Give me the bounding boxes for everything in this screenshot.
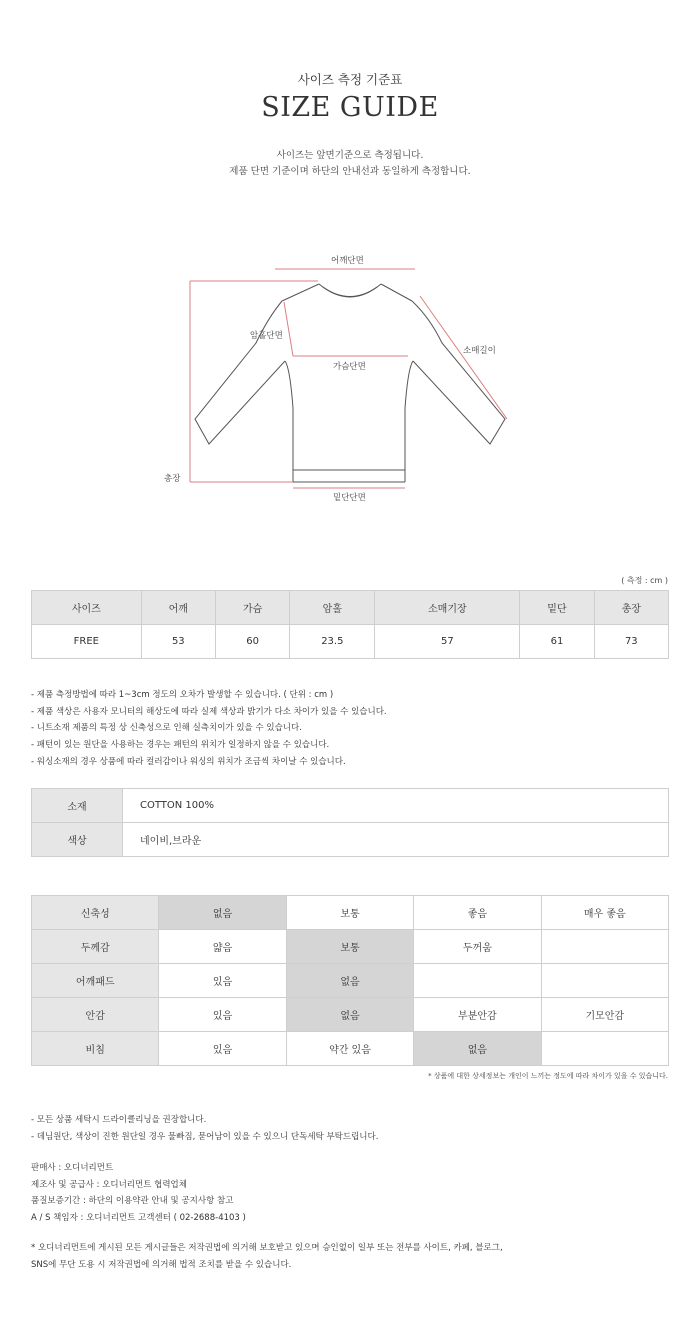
- measurement-notes: [31, 687, 387, 771]
- intro-line: 제품 단면 기준이며 하단의 안내선과 동일하게 측정합니다.: [229, 165, 471, 177]
- size-table-header: 소매기장: [375, 591, 520, 625]
- feature-cell-selected: 없음: [286, 998, 413, 1032]
- feature-foot-note: * 상품에 대한 상세정보는 개인이 느끼는 정도에 따라 차이가 있을 수 있습니다.: [428, 1072, 668, 1080]
- chest-width-label: 가슴단면: [333, 362, 366, 372]
- feature-cell: 있음: [159, 1032, 286, 1066]
- feature-cell: 약간 있음: [286, 1032, 413, 1066]
- feature-cell-selected: 보통: [286, 930, 413, 964]
- size-table-cell: 61: [520, 625, 594, 659]
- note-line: - 제품 측정방법에 따라 1~3cm 정도의 오차가 발생할 수 있습니다. ( 단위 : cm ): [31, 690, 334, 700]
- size-table-header: 밑단: [520, 591, 594, 625]
- armhole-width-label: 암홀단면: [250, 331, 283, 341]
- size-table-cell: 60: [215, 625, 289, 659]
- feature-cell: 부분안감: [414, 998, 541, 1032]
- seller-line: 제조사 및 공급사 : 오디너리먼트 협력업체: [31, 1179, 187, 1190]
- copyright-line: * 오디너리먼트에 게시된 모든 게시글들은 저작권법에 의거해 보호받고 있으며 승인없이 일부 또는 전부를 사이트, 카페, 블로그,: [31, 1243, 503, 1253]
- sweater-outline-drawing: [150, 248, 550, 508]
- feature-cell-selected: 없음: [286, 964, 413, 998]
- material-label: 소재: [32, 789, 123, 823]
- feature-cell: 좋음: [414, 896, 541, 930]
- feature-cell: 두꺼움: [414, 930, 541, 964]
- seller-line: A / S 책임자 : 오디너리먼트 고객센터 ( 02-2688-4103 ): [31, 1212, 246, 1223]
- color-value: 네이비,브라운: [123, 823, 669, 857]
- feature-row-see-through: [32, 1032, 669, 1066]
- size-table-cell: 53: [141, 625, 215, 659]
- shoulder-width-label: 어깨단면: [331, 256, 364, 266]
- feature-cell: 보통: [286, 896, 413, 930]
- feature-row-stretch: [32, 896, 669, 930]
- feature-label: 두께감: [32, 930, 159, 964]
- copyright-line: SNS에 무단 도용 시 저작권법에 의거해 법적 조치를 받을 수 있습니다.: [31, 1259, 292, 1270]
- hem-width-label: 밑단단면: [333, 493, 366, 503]
- feature-cell: 얇음: [159, 930, 286, 964]
- size-table-cell: 23.5: [290, 625, 375, 659]
- feature-cell: 매우 좋음: [541, 896, 668, 930]
- feature-cell: [541, 1032, 668, 1066]
- material-row: [32, 789, 669, 823]
- note-line: - 워싱소재의 경우 상품에 따라 컬러감이나 워싱의 위치가 조금씩 차이날 수 있습니다.: [31, 756, 346, 767]
- feature-cell: 있음: [159, 964, 286, 998]
- size-table-header: 어깨: [141, 591, 215, 625]
- feature-cell: 기모안감: [541, 998, 668, 1032]
- intro-text: [0, 148, 700, 179]
- size-table-header-row: [32, 591, 669, 625]
- copyright-notice: [31, 1240, 503, 1273]
- feature-cell: [541, 964, 668, 998]
- feature-label: 신축성: [32, 896, 159, 930]
- note-line: - 니트소재 제품의 특정 상 신축성으로 인해 실측치이가 있을 수 있습니다.: [31, 723, 302, 734]
- size-table-row: [32, 625, 669, 659]
- intro-line: 사이즈는 앞면기준으로 측정됩니다.: [276, 150, 424, 161]
- feature-cell-selected: 없음: [414, 1032, 541, 1066]
- total-length-label: 총장: [164, 474, 181, 484]
- care-instructions: [31, 1112, 378, 1145]
- sleeve-length-label: 소매길이: [463, 346, 496, 356]
- size-table-header: 가슴: [215, 591, 289, 625]
- note-line: - 제품 색상은 사용자 모니터의 해상도에 따라 실제 색상과 밝기가 다소 차이가 있을 수 있습니다.: [31, 706, 387, 717]
- measurement-diagram: [150, 248, 550, 508]
- feature-cell-selected: 없음: [159, 896, 286, 930]
- seller-line: 판매사 : 오디너리먼트: [31, 1163, 114, 1173]
- feature-label: 안감: [32, 998, 159, 1032]
- feature-table: [31, 895, 669, 1066]
- size-table-cell: 57: [375, 625, 520, 659]
- feature-row-lining: [32, 998, 669, 1032]
- seller-line: 품질보증기간 : 하단의 이용약관 안내 및 공지사항 참고: [31, 1196, 234, 1206]
- note-line: - 패턴이 있는 원단을 사용하는 경우는 패턴의 위치가 일정하지 않을 수 있습니다.: [31, 740, 330, 751]
- size-table-cell: FREE: [32, 625, 142, 659]
- size-table-header: 암홀: [290, 591, 375, 625]
- material-table: [31, 788, 669, 857]
- size-table-cell: 73: [594, 625, 668, 659]
- feature-cell: 있음: [159, 998, 286, 1032]
- size-table: [31, 590, 669, 659]
- size-table-header: 사이즈: [32, 591, 142, 625]
- feature-row-thickness: [32, 930, 669, 964]
- feature-label: 어깨패드: [32, 964, 159, 998]
- care-line: - 데님원단, 색상이 진한 원단일 경우 물빠짐, 묻어남이 있을 수 있으니 단독세탁 부탁드립니다.: [31, 1131, 379, 1142]
- color-row: [32, 823, 669, 857]
- size-guide-title: SIZE GUIDE: [261, 92, 439, 123]
- size-table-header: 총장: [594, 591, 668, 625]
- feature-cell: [541, 930, 668, 964]
- care-line: - 모든 상품 세탁시 드라이클리닝을 권장합니다.: [31, 1115, 207, 1125]
- feature-label: 비침: [32, 1032, 159, 1066]
- material-value: COTTON 100%: [123, 789, 669, 823]
- feature-row-shoulder-pad: [32, 964, 669, 998]
- size-guide-korean-title: 사이즈 측정 기준표: [297, 72, 403, 87]
- feature-cell: [414, 964, 541, 998]
- color-label: 색상: [32, 823, 123, 857]
- seller-info: [31, 1160, 246, 1226]
- unit-note: ( 측정 : cm ): [621, 576, 668, 585]
